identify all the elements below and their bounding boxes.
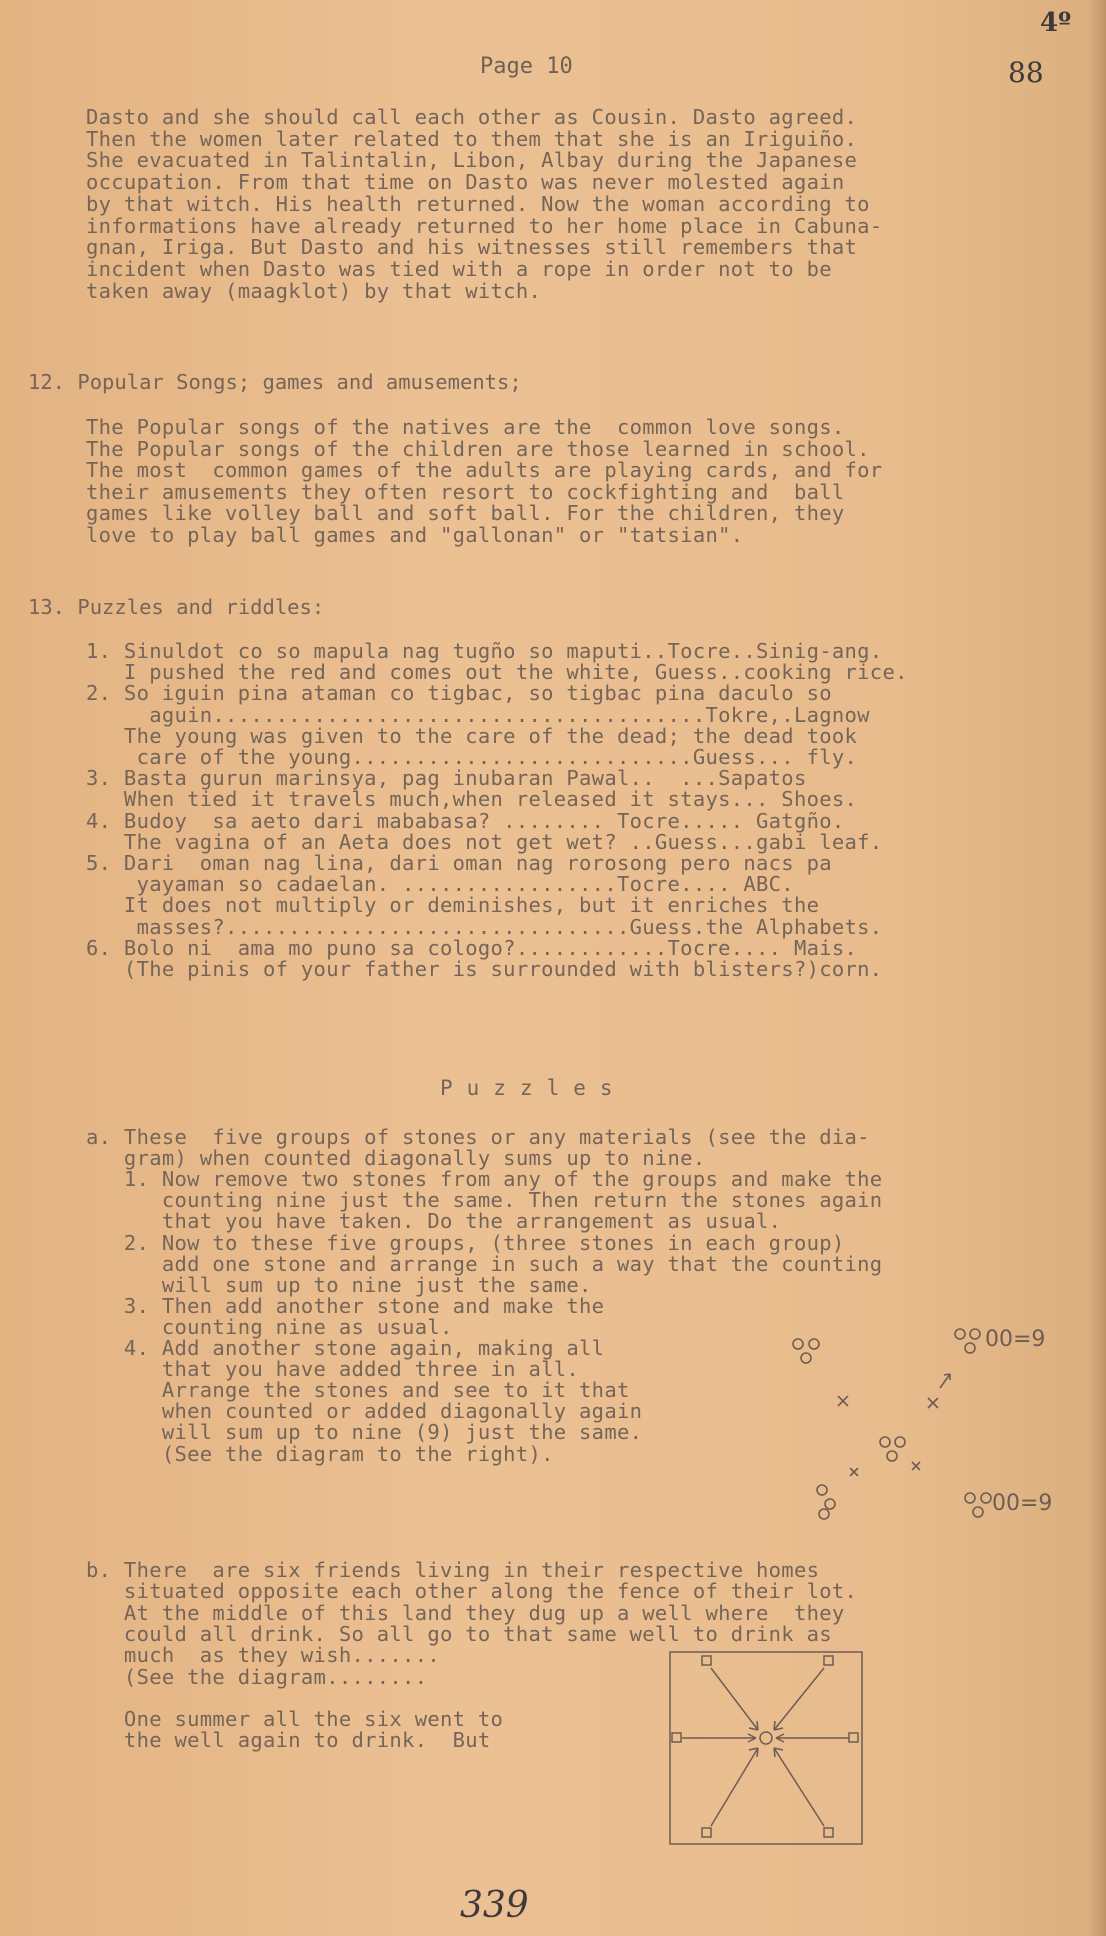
text-line: yayaman so cadaelan. .................Tocre.... ABC. — [86, 872, 794, 897]
text-line: that you have taken. Do the arrangement as usual. — [86, 1209, 782, 1234]
page-label: Page 10 — [480, 54, 573, 79]
text-line: could all drink. So all go to that same well to drink as — [86, 1621, 832, 1646]
text-line: counting nine as usual. — [86, 1314, 453, 1339]
stone — [817, 1485, 827, 1495]
stone — [970, 1329, 980, 1339]
text-line: gram) when counted diagonally sums up to nine. — [86, 1146, 706, 1171]
text-line: 5. Dari oman nag lina, dari oman nag rorosong pero nacs pa — [86, 851, 832, 875]
text-line: occupation. From that time on Dasto was never molested again — [86, 170, 845, 195]
text-line: Then the women later related to them that she is an Iriguiño. — [86, 126, 858, 151]
text-line: (See the diagram........ — [86, 1664, 428, 1689]
lot-fence — [670, 1652, 862, 1844]
text-line: games like volley ball and soft ball. For the children, they — [86, 501, 845, 525]
text-line: (See the diagram to the right). — [86, 1441, 554, 1466]
text-line: add one stone and arrange in such a way that the counting — [86, 1251, 883, 1276]
home-marker — [849, 1733, 858, 1742]
text-line: aguin.......................................Tokre,.Lagnow — [86, 702, 870, 727]
diagram-label-top: 00=9 — [985, 1327, 1046, 1352]
text-line: 4. Budoy sa aeto dari mababasa? ........ Tocre..... Gatgño. — [86, 808, 845, 833]
arrow-path — [711, 1748, 758, 1826]
text-line: Dasto and she should call each other as Cousin. Dasto agreed. — [86, 105, 858, 129]
text-line: 3. Basta gurun marinsya, pag inubaran Pawal.. ...Sapatos — [86, 766, 807, 791]
footer-number: 339 — [460, 1885, 529, 1926]
stone — [965, 1493, 975, 1503]
text-line: incident when Dasto was tied with a rope in order not to be — [86, 256, 832, 281]
text-line: informations have already returned to her home place in Cabuna- — [86, 213, 883, 238]
text-line: When tied it travels much,when released it stays... Shoes. — [86, 787, 858, 812]
cross-mark — [850, 1468, 858, 1476]
text-line: 3. Then add another stone and make the — [86, 1293, 605, 1318]
arrow-path — [774, 1668, 824, 1730]
text-line: counting nine just the same. Then return the stones again — [86, 1188, 883, 1213]
text-line: masses?................................Guess.the Alphabets. — [86, 914, 883, 939]
stone — [801, 1353, 811, 1363]
puzzles-title: Puzzles — [440, 1076, 627, 1100]
section-13-heading: 13. Puzzles and riddles: — [28, 595, 325, 619]
text-line: the well again to drink. But — [86, 1728, 491, 1753]
text-line: love to play ball games and "gallonan" or "tatsian". — [86, 522, 744, 547]
text-line: gnan, Iriga. But Dasto and his witnesses still remembers that — [86, 235, 858, 260]
text-line: The young was given to the care of the dead; the dead took — [86, 723, 858, 748]
well-diagram — [666, 1648, 866, 1848]
text-line: 6. Bolo ni ama mo puno sa cologo?............Tocre.... Mais. — [86, 935, 858, 960]
arrow-path — [774, 1748, 824, 1826]
text-line: their amusements they often resort to cockfighting and ball — [86, 479, 845, 504]
text-line: care of the young...........................Guess... fly. — [86, 745, 858, 769]
stone — [793, 1339, 803, 1349]
text-line: The most common games of the adults are playing cards, and for — [86, 458, 883, 482]
cross-mark — [838, 1396, 848, 1406]
text-line: At the middle of this land they dug up a well where they — [86, 1600, 845, 1625]
stone — [825, 1499, 835, 1509]
text-line: taken away (maagklot) by that witch. — [86, 278, 542, 303]
text-line: (The pinis of your father is surrounded with blisters?)corn. — [86, 957, 883, 981]
stone — [965, 1343, 975, 1353]
stone — [887, 1451, 897, 1461]
text-line: The vagina of an Aeta does not get wet? ..Guess...gabi leaf. — [86, 829, 883, 854]
home-marker — [672, 1733, 681, 1742]
text-line: I pushed the red and comes out the white, Guess..cooking rice. — [86, 660, 908, 685]
text-line: 4. Add another stone again, making all — [86, 1336, 605, 1360]
text-line: 2. Now to these five groups, (three stones in each group) — [86, 1230, 845, 1255]
text-line: It does not multiply or deminishes, but it enriches the — [86, 893, 820, 918]
text-line: 2. So iguin pina ataman co tigbac, so tigbac pina daculo so — [86, 681, 832, 706]
text-line: The Popular songs of the children are those learned in school. — [86, 436, 870, 461]
text-line: One summer all the six went to — [86, 1707, 504, 1732]
text-line: 1. Sinuldot co so mapula nag tugño so maputi..Tocre..Sinig-ang. — [86, 639, 883, 663]
arrow-path — [776, 1734, 849, 1742]
text-line: by that witch. His health returned. Now the woman according to — [86, 191, 870, 216]
stone — [895, 1437, 905, 1447]
page-number: 88 — [1008, 56, 1044, 89]
home-marker — [702, 1656, 711, 1665]
corner-number: 4º — [1040, 8, 1072, 38]
arrow-path — [682, 1734, 756, 1742]
text-line: will sum up to nine (9) just the same. — [86, 1420, 643, 1445]
stone — [955, 1329, 965, 1339]
text-line: Arrange the stones and see to it that — [86, 1378, 630, 1403]
arrow-mark — [940, 1374, 950, 1388]
well — [760, 1732, 772, 1744]
text-line: when counted or added diagonally again — [86, 1399, 643, 1424]
home-marker — [824, 1828, 833, 1837]
stone — [981, 1493, 991, 1503]
stone — [973, 1507, 983, 1517]
stone — [809, 1339, 819, 1349]
cross-mark — [928, 1398, 938, 1408]
text-line: situated opposite each other along the fence of their lot. — [86, 1579, 858, 1604]
stones-diagram — [780, 1318, 1080, 1528]
text-line: She evacuated in Talintalin, Libon, Albay during the Japanese — [86, 148, 858, 173]
stone — [880, 1437, 890, 1447]
home-marker — [824, 1656, 833, 1665]
text-line: The Popular songs of the natives are the common love songs. — [86, 415, 845, 439]
section-12-heading: 12. Popular Songs; games and amusements; — [28, 370, 522, 394]
text-line: 1. Now remove two stones from any of the groups and make the — [86, 1167, 883, 1192]
text-line: will sum up to nine just the same. — [86, 1272, 592, 1297]
arrow-path — [711, 1668, 758, 1730]
text-line: much as they wish....... — [86, 1643, 440, 1668]
text-line: a. These five groups of stones or any materials (see the dia- — [86, 1125, 870, 1149]
text-line: that you have added three in all. — [86, 1357, 580, 1382]
cross-mark — [912, 1462, 920, 1470]
text-line: b. There are six friends living in their respective homes — [86, 1558, 820, 1582]
stone — [819, 1509, 829, 1519]
diagram-label-bottom: 00=9 — [992, 1491, 1053, 1516]
home-marker — [702, 1828, 711, 1837]
page-edge-shadow — [1088, 0, 1106, 1936]
